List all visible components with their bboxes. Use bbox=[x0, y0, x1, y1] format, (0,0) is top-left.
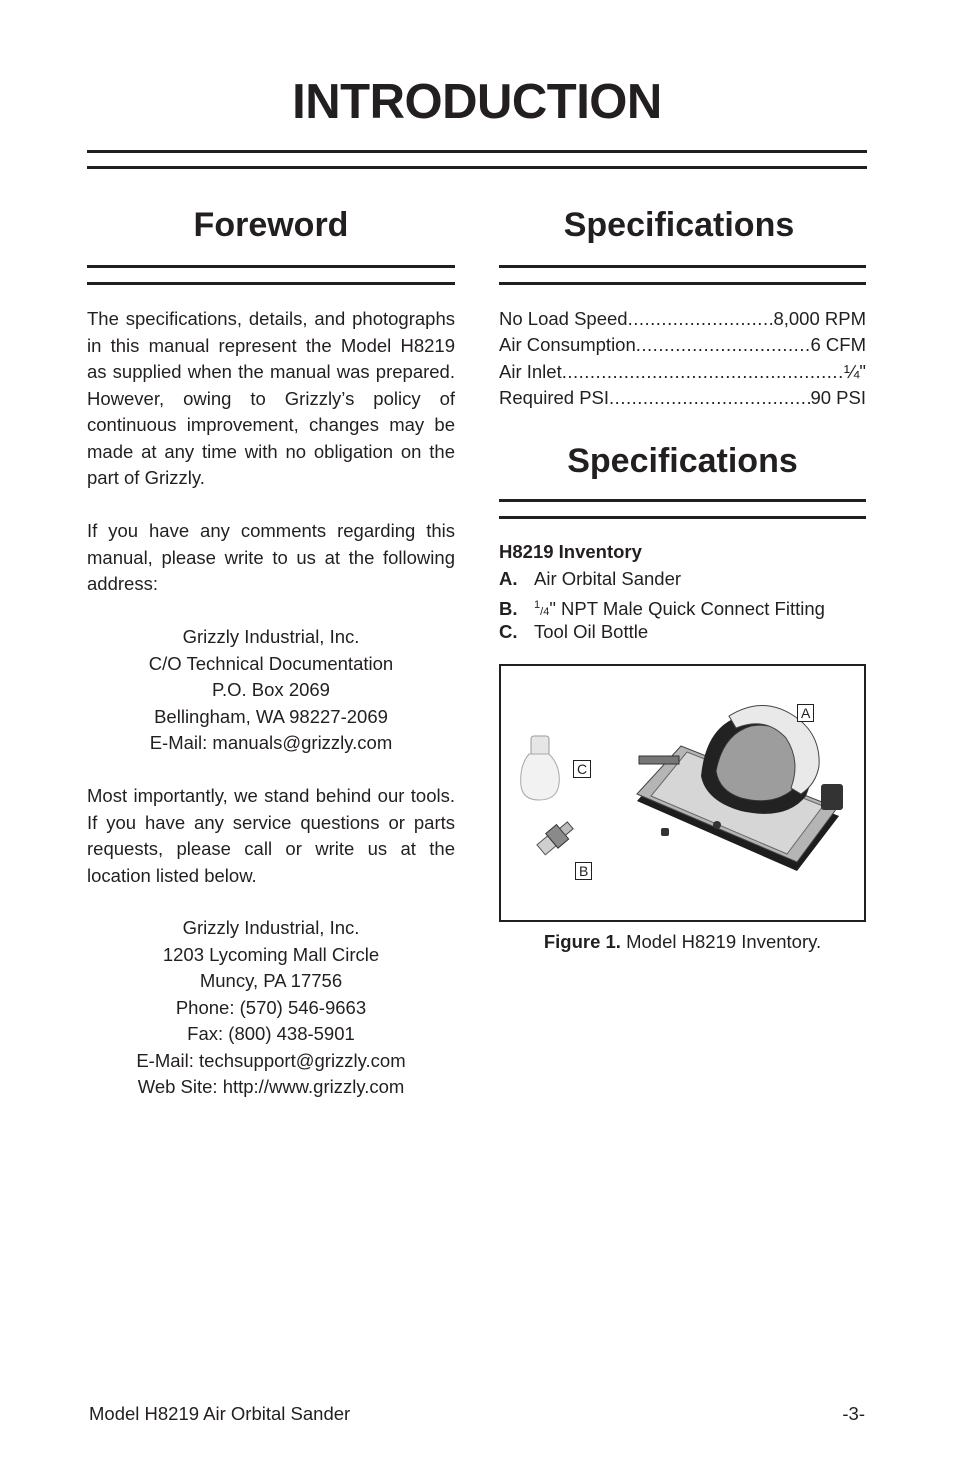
page-title: INTRODUCTION bbox=[292, 75, 662, 129]
title-rule-bottom bbox=[87, 166, 867, 169]
foreword-rule-top bbox=[87, 265, 455, 268]
figure-label: Figure 1. bbox=[543, 931, 621, 952]
item-text: Tool Oil Bottle bbox=[534, 621, 649, 642]
foreword-heading: Foreword bbox=[193, 206, 349, 244]
item-letter: B. bbox=[499, 598, 518, 620]
title-rule-top bbox=[87, 150, 867, 153]
fraction-numerator: 1 bbox=[534, 599, 541, 611]
address-line: Muncy, PA 17756 bbox=[199, 970, 343, 991]
spec-row-speed bbox=[499, 306, 866, 333]
email-line: E-Mail: manuals@grizzly.com bbox=[149, 732, 393, 753]
figure-caption-text: Model H8219 Inventory. bbox=[626, 931, 822, 952]
address-line: C/O Technical Documentation bbox=[148, 652, 394, 674]
address-line: Bellingham, WA 98227-2069 bbox=[154, 705, 388, 727]
item-letter: A. bbox=[499, 568, 518, 589]
callout-a: A bbox=[797, 704, 814, 722]
spec-row-air-consumption bbox=[499, 332, 866, 359]
item-letter: C. bbox=[499, 621, 518, 642]
address-line: Grizzly Industrial, Inc. bbox=[182, 626, 360, 647]
fraction-denominator: 4 bbox=[543, 606, 550, 619]
foreword-paragraph-2: If you have any comments regarding this manual, please write to us at the following address: bbox=[87, 520, 455, 594]
footer-model: Model H8219 Air Orbital Sander bbox=[89, 1403, 351, 1424]
phone-line: Phone: (570) 546-9663 bbox=[175, 996, 367, 1018]
spec-label: Required PSI bbox=[499, 387, 610, 408]
address-line: 1203 Lycoming Mall Circle bbox=[162, 943, 380, 965]
fitting-illustration bbox=[535, 818, 576, 857]
spec-value: 8,000 RPM bbox=[773, 308, 866, 329]
spec-value: 90 PSI bbox=[810, 387, 866, 408]
spec-label: No Load Speed bbox=[499, 308, 628, 329]
spec-leader bbox=[609, 385, 810, 412]
documentation-address bbox=[87, 624, 455, 757]
foreword-rule-bottom bbox=[87, 282, 455, 285]
inventory-heading: Specifications bbox=[567, 442, 798, 480]
figure-caption bbox=[499, 931, 866, 953]
foreword-paragraph-1: The specifications, details, and photographs in this manual represent the Model H8219 as supplied when the manual was prepared. However, owing to Grizzly’s policy of continuous improvement, changes may be made at any time with no obligation on the part of Grizzly. bbox=[87, 308, 455, 488]
spec-value: 6 CFM bbox=[810, 334, 866, 355]
spec-label: Air Inlet bbox=[499, 361, 562, 382]
inventory-rule-bottom bbox=[499, 516, 866, 519]
spec-value: ¼" bbox=[844, 361, 866, 382]
specifications-heading: Specifications bbox=[563, 206, 795, 244]
specifications-rule-top bbox=[499, 265, 866, 268]
address-line: P.O. Box 2069 bbox=[212, 679, 330, 700]
callout-c: C bbox=[573, 760, 591, 778]
website-line: Web Site: http://www.grizzly.com bbox=[137, 1076, 405, 1097]
spec-label: Air Consumption bbox=[499, 334, 636, 355]
inventory-title: H8219 Inventory bbox=[499, 541, 642, 562]
sander-illustration bbox=[637, 705, 843, 871]
address-line: Grizzly Industrial, Inc. bbox=[182, 917, 360, 938]
foreword-paragraph-3: Most importantly, we stand behind our tools. If you have any service questions or parts requests, please call or write us at the location listed below. bbox=[87, 785, 455, 886]
inventory-figure bbox=[499, 664, 866, 922]
inventory-item-a bbox=[499, 566, 681, 593]
spec-leader bbox=[628, 306, 774, 333]
inventory-item-b: B. $^1$/4" NPT Male Quick Connect Fitting bbox=[499, 592, 825, 626]
spec-leader bbox=[562, 359, 844, 386]
oil-bottle-illustration bbox=[521, 736, 560, 800]
spec-row-air-inlet bbox=[499, 359, 866, 386]
callout-b: B bbox=[575, 862, 592, 880]
service-address bbox=[87, 915, 455, 1101]
item-text: Air Orbital Sander bbox=[534, 568, 682, 589]
footer-page-number: -3- bbox=[842, 1403, 865, 1424]
fax-line: Fax: (800) 438-5901 bbox=[187, 1023, 355, 1044]
spec-row-required-psi bbox=[499, 385, 866, 412]
item-text: " NPT Male Quick Connect Fitting bbox=[549, 598, 825, 620]
spec-leader bbox=[636, 332, 811, 359]
email-line: E-Mail: techsupport@grizzly.com bbox=[136, 1049, 406, 1071]
inventory-rule-top bbox=[499, 499, 866, 502]
specifications-rule-bottom bbox=[499, 282, 866, 285]
inventory-item-c bbox=[499, 619, 648, 646]
